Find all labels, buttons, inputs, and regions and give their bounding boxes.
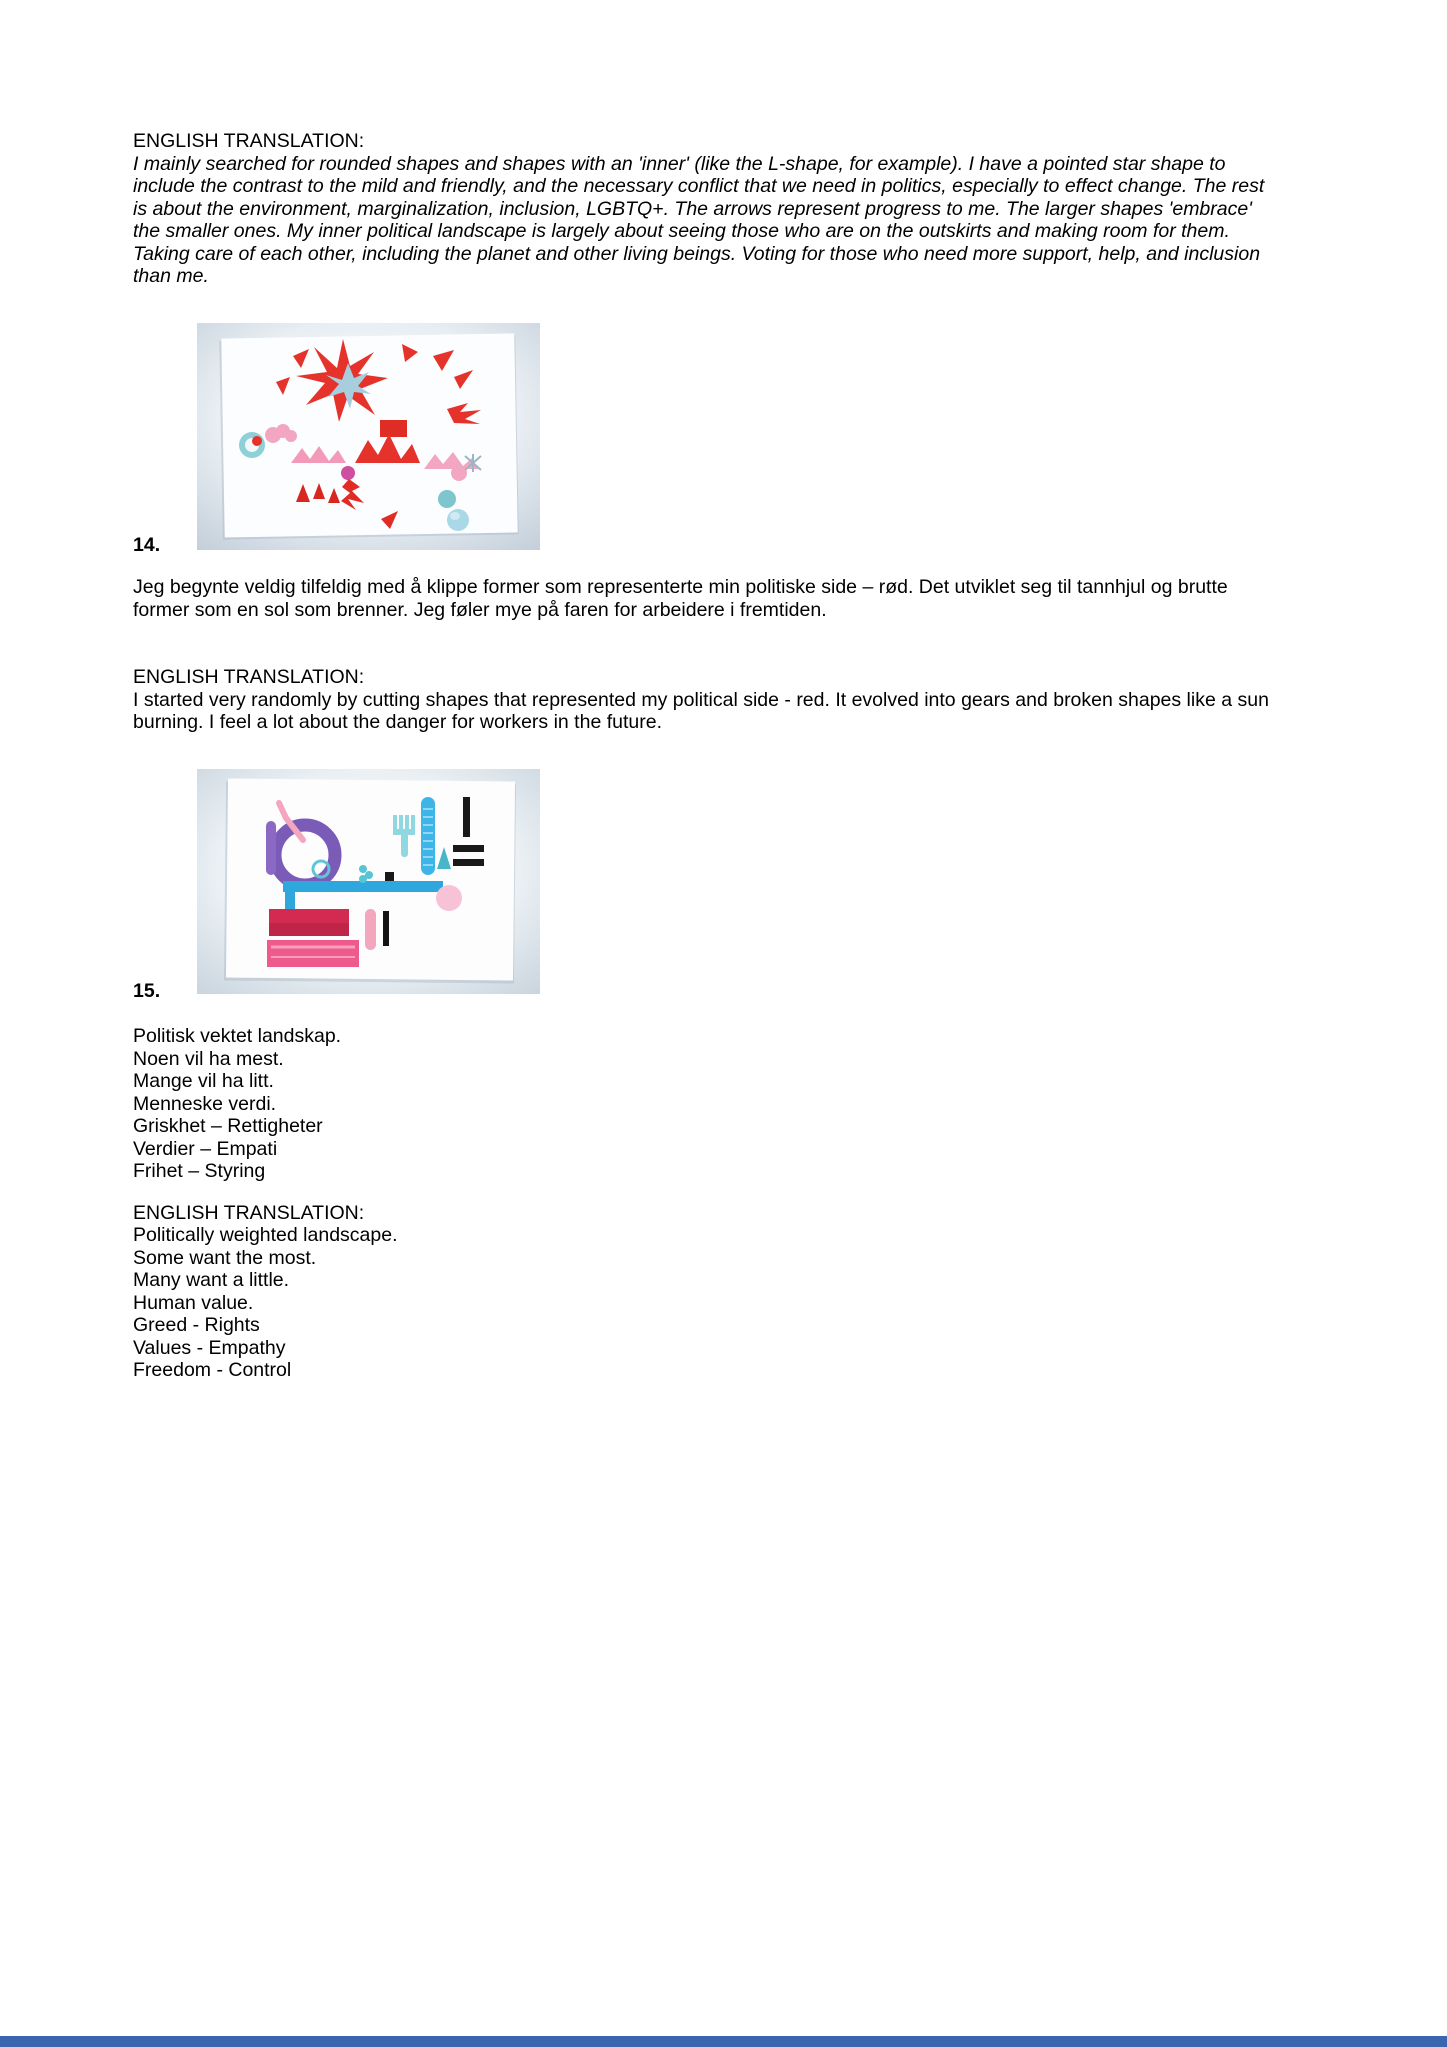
item13-translation-heading: ENGLISH TRANSLATION: <box>133 130 365 152</box>
poem-line: Human value. <box>133 1291 254 1314</box>
artwork-photo-15 <box>197 769 540 994</box>
poem-line: Mange vil ha litt. <box>133 1070 274 1092</box>
artwork-photo-14 <box>197 323 540 550</box>
poem-line: Greed - Rights <box>133 1314 260 1336</box>
item14-translation-text: I started very randomly by cutting shapes that represented my political side - red. It evolved into gears and broken shapes like a sun burning. I feel a lot about the danger for workers in the future. <box>133 688 1269 733</box>
item14-norwegian-text: Jeg begynte veldig tilfeldig med å klippe former som representerte min politiske side – rød. Det utviklet seg til tannhjul og brutte former som en sol som brenner. Jeg føler mye på faren for arbeidere i fremtiden. <box>133 576 1228 621</box>
poem-line: Politisk vektet landskap. <box>133 1025 342 1047</box>
poem-line: Freedom - Control <box>133 1359 292 1381</box>
poem-line: Verdier – Empati <box>133 1137 278 1160</box>
poem-line: Some want the most. <box>133 1246 317 1269</box>
item15-norwegian-lines <box>133 1025 1273 1183</box>
item15-translation-heading: ENGLISH TRANSLATION: <box>133 1201 365 1224</box>
item14-number: 14. <box>133 533 161 556</box>
document-content <box>133 130 1273 1382</box>
item15-number: 15. <box>133 979 161 1002</box>
poem-line: Politically weighted landscape. <box>133 1224 398 1246</box>
poem-line: Many want a little. <box>133 1269 290 1291</box>
poem-line: Griskhet – Rettigheter <box>133 1115 323 1137</box>
artwork-14-illustration <box>197 323 540 550</box>
poem-line: Frihet – Styring <box>133 1160 266 1182</box>
item15-translation-lines <box>133 1224 1273 1382</box>
poem-line: Menneske verdi. <box>133 1092 277 1115</box>
item14-translation-heading: ENGLISH TRANSLATION: <box>133 666 365 688</box>
item13-translation-text: I mainly searched for rounded shapes and shapes with an 'inner' (like the L-shape, for example). I have a pointed star shape to include the contrast to the mild and friendly, and the necessary conflict that we need in politics, especially to effect change. The rest is about the environment, marginalization, inclusion, LGBTQ+. The arrows represent progress to me. The larger shapes 'embrace' the smaller ones. My inner political landscape is largely about seeing those who are on the outskirts and making room for them. Taking care of each other, including the planet and other living beings. Voting for those who need more support, help, and inclusion than me. <box>133 152 1265 287</box>
poem-line: Values - Empathy <box>133 1336 286 1359</box>
footer-accent-bar <box>0 2036 1447 2047</box>
poem-line: Noen vil ha mest. <box>133 1047 284 1070</box>
artwork-15-illustration <box>197 769 540 994</box>
